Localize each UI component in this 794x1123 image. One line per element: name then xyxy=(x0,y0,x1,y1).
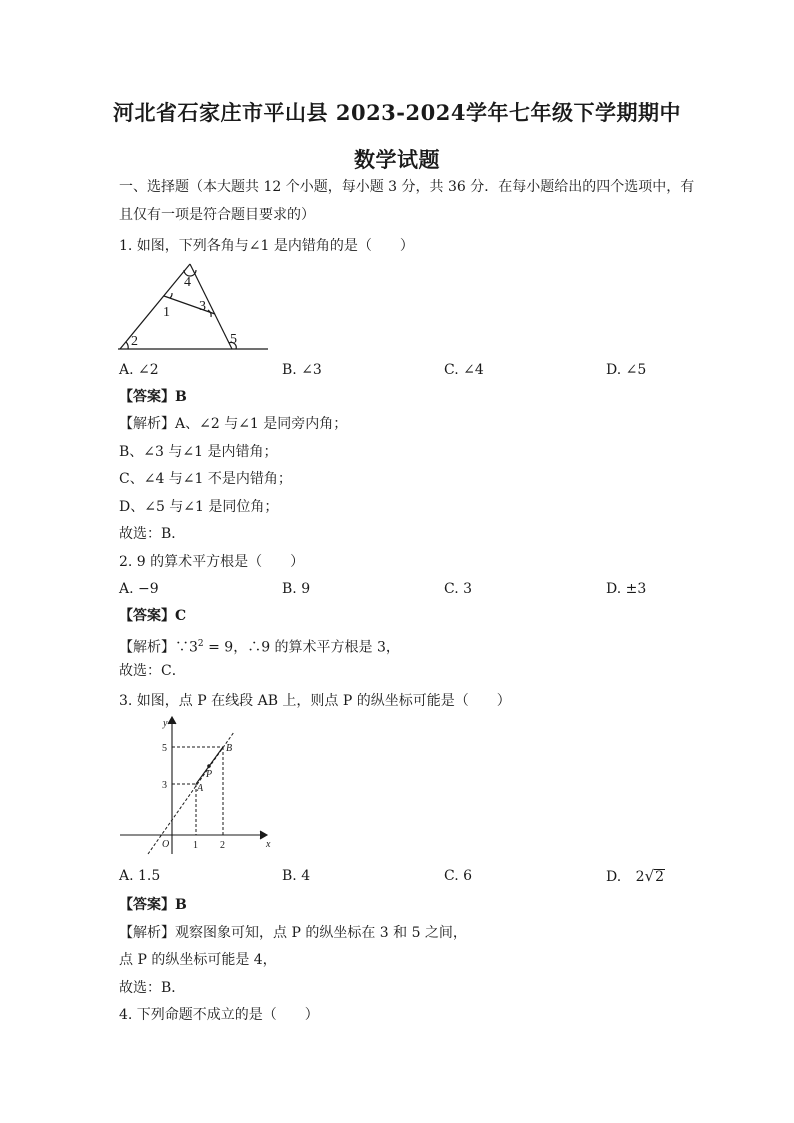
q1-label-3: 3 xyxy=(199,299,206,314)
q4-stem: 4. 下列命题不成立的是（ ） xyxy=(119,1007,319,1023)
exam-title-line2: 数学试题 xyxy=(354,147,440,172)
q3-tick-y3: 3 xyxy=(162,780,167,791)
q3-answer: 【答案】B xyxy=(119,897,187,913)
q3-option-b: B. 4 xyxy=(282,868,311,884)
q3-option-c: C. 6 xyxy=(444,868,473,884)
q1-analysis-line4: D、∠5 与∠1 是同位角； xyxy=(119,499,279,515)
q3-point-p xyxy=(207,764,211,768)
q3-y-axis-arrow xyxy=(168,717,176,724)
exam-title-line1: 河北省石家庄市平山县 2023-2024学年七年级下学期期中 xyxy=(113,100,681,125)
q1-option-c: C. ∠4 xyxy=(444,362,484,378)
q3-y-label: y xyxy=(163,718,168,729)
q1-label-2: 2 xyxy=(131,334,138,349)
section-instructions-line1: 一、选择题（本大题共 12 个小题，每小题 3 分，共 36 分．在每小题给出的四个选项中，有 xyxy=(119,179,695,195)
q3-conclusion: 故选：B． xyxy=(119,980,186,996)
q1-option-a: A. ∠2 xyxy=(119,362,159,378)
q2-answer: 【答案】C xyxy=(119,608,187,624)
q3-analysis-line1: 【解析】观察图象可知，点 P 的纵坐标在 3 和 5 之间， xyxy=(119,925,467,941)
q3-origin-label: O xyxy=(162,839,170,850)
q3-point-p-label: P xyxy=(206,769,213,780)
q2-analysis xyxy=(119,635,400,657)
q2-option-c: C. 3 xyxy=(444,581,473,597)
q1-label-1: 1 xyxy=(163,305,170,320)
q3-tick-x1: 1 xyxy=(193,840,198,851)
q1-angle-arc-3 xyxy=(208,310,211,317)
q3-stem: 3. 如图，点 P 在线段 AB 上，则点 P 的纵坐标可能是（ ） xyxy=(119,693,511,709)
q1-triangle-figure xyxy=(112,258,274,354)
q3-tick-y5: 5 xyxy=(162,743,167,754)
q1-conclusion: 故选：B． xyxy=(119,526,186,542)
q1-answer: 【答案】B xyxy=(119,389,187,405)
q3-x-axis-arrow xyxy=(260,831,267,839)
radical-sign-icon: √ xyxy=(644,867,655,885)
section-instructions-line2: 且仅有一项是符合题目要求的） xyxy=(119,207,315,223)
q1-stem: 1. 如图，下列各角与∠1 是内错角的是（ ） xyxy=(119,238,414,254)
q1-right-side xyxy=(190,264,232,349)
q2-stem: 2. 9 的算术平方根是（ ） xyxy=(119,554,305,570)
q3-point-a-label: A xyxy=(197,783,204,794)
q1-angle-arc-2 xyxy=(126,342,128,349)
q2-option-d: D. ±3 xyxy=(606,581,647,597)
q1-label-4: 5 xyxy=(230,332,237,347)
q3-x-label: x xyxy=(266,839,271,850)
q3-extension-line xyxy=(148,732,234,854)
q2-power-exponent: 2 xyxy=(197,639,204,649)
q3-analysis-line2: 点 P 的纵坐标可能是 4， xyxy=(119,952,277,968)
q3-option-d-prefix: D. xyxy=(606,869,622,885)
q3-tick-x2: 2 xyxy=(220,840,225,851)
q2-conclusion: 故选：C． xyxy=(119,663,186,679)
q3-option-d-coefficient: 2 xyxy=(635,869,645,885)
q3-coordinate-figure xyxy=(116,712,276,857)
q1-analysis-line1: 【解析】A、∠2 与∠1 是同旁内角； xyxy=(119,416,348,432)
q3-option-d-radicand: 2 xyxy=(655,869,665,885)
q1-angle-arc-1 xyxy=(170,293,172,298)
q3-point-b-label: B xyxy=(226,743,233,754)
q2-analysis-prefix: 【解析】∵ xyxy=(119,639,189,656)
q3-option-d xyxy=(606,867,665,886)
q1-analysis-line3: C、∠4 与∠1 不是内错角； xyxy=(119,471,292,487)
q2-option-a: A. −9 xyxy=(119,581,159,597)
q2-analysis-suffix: = 9，∴9 的算术平方根是 3， xyxy=(203,639,400,656)
q2-option-b: B. 9 xyxy=(282,581,311,597)
q1-option-d: D. ∠5 xyxy=(606,362,647,378)
q1-label-5: 4 xyxy=(184,275,191,290)
q1-option-b: B. ∠3 xyxy=(282,362,322,378)
q2-power-base: 3 xyxy=(189,639,198,656)
q3-option-a: A. 1.5 xyxy=(119,868,161,884)
q1-analysis-line2: B、∠3 与∠1 是内错角； xyxy=(119,444,278,460)
